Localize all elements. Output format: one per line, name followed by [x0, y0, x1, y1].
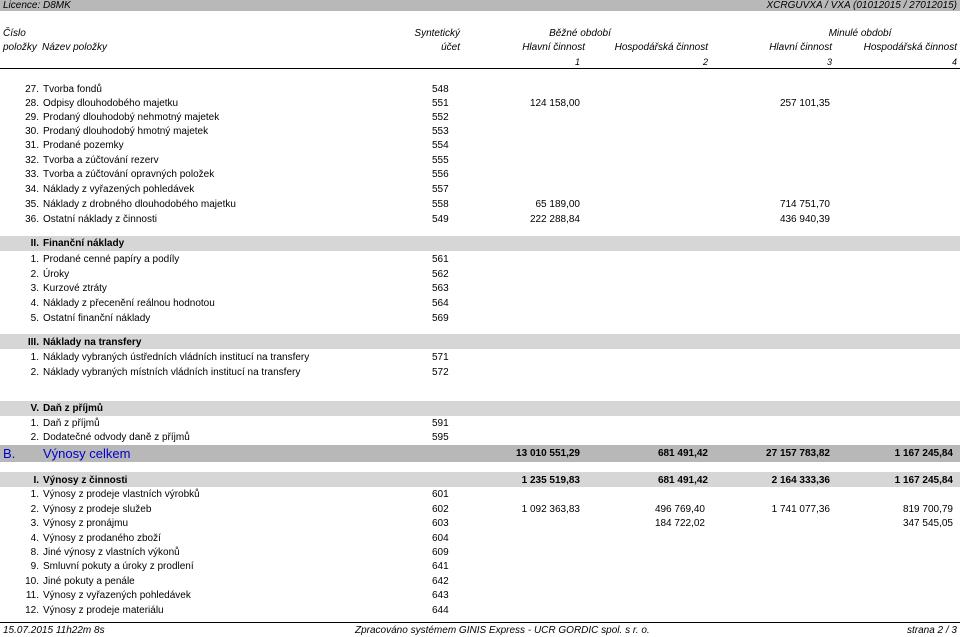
- row-account: 558: [432, 199, 449, 210]
- col-polozky: položky: [3, 42, 37, 53]
- row-account: 569: [432, 313, 449, 324]
- row-account: 571: [432, 352, 449, 363]
- section-iii-num: III.: [27, 337, 39, 348]
- section-i-value-2: 681 491,42: [657, 475, 708, 486]
- row-name: Náklady z vyřazených pohledávek: [43, 184, 195, 195]
- row-value-1: 124 158,00: [529, 98, 580, 109]
- row-name: Odpisy dlouhodobého majetku: [43, 98, 179, 109]
- row-value-2: 184 722,02: [654, 518, 705, 529]
- row-name: Náklady vybraných místních vládních institucí na transfery: [43, 367, 301, 378]
- row-account: 556: [432, 169, 449, 180]
- section-i-value-4: 1 167 245,84: [894, 475, 953, 486]
- row-num: 1.: [30, 418, 39, 429]
- row-account: 641: [432, 561, 449, 572]
- row-account: 642: [432, 576, 449, 587]
- row-account: 604: [432, 533, 449, 544]
- report-id: XCRGUVXA / VXA (01012015 / 27012015): [766, 0, 957, 11]
- row-num: 34.: [25, 184, 39, 195]
- row-num: 9.: [30, 561, 39, 572]
- section-b-value-2: 681 491,42: [657, 448, 708, 459]
- row-name: Výnosy z prodaného zboží: [43, 533, 161, 544]
- row-name: Tvorba fondů: [43, 84, 102, 95]
- row-num: 2.: [30, 504, 39, 515]
- section-i-value-3: 2 164 333,36: [771, 475, 830, 486]
- col-cislo: Číslo: [3, 28, 26, 39]
- row-name: Jiné pokuty a penále: [43, 576, 135, 587]
- row-name: Výnosy z prodeje materiálu: [43, 605, 164, 616]
- row-name: Náklady z drobného dlouhodobého majetku: [43, 199, 236, 210]
- row-num: 4.: [30, 533, 39, 544]
- section-b-value-3: 27 157 783,82: [766, 448, 830, 459]
- section-ii-band: [0, 236, 960, 251]
- row-num: 35.: [25, 199, 39, 210]
- row-name: Prodané pozemky: [43, 140, 124, 151]
- row-account: 643: [432, 590, 449, 601]
- footer-datetime: 15.07.2015 11h22m 8s: [3, 625, 105, 636]
- section-b-value-4: 1 167 245,84: [894, 448, 953, 459]
- section-v-band: [0, 401, 960, 416]
- row-num: 10.: [25, 576, 39, 587]
- row-name: Prodaný dlouhodobý nehmotný majetek: [43, 112, 220, 123]
- footer-page: strana 2 / 3: [906, 625, 957, 636]
- row-account: 591: [432, 418, 449, 429]
- minule-obdobi: Minulé období: [828, 28, 892, 39]
- row-num: 1.: [30, 254, 39, 265]
- row-num: 3.: [30, 283, 39, 294]
- section-b-title: Výnosy celkem: [43, 446, 131, 461]
- row-account: 551: [432, 98, 449, 109]
- row-value-1: 1 092 363,83: [521, 504, 580, 515]
- row-value-4: 819 700,79: [902, 504, 953, 515]
- row-name: Výnosy z prodeje služeb: [43, 504, 152, 515]
- row-num: 36.: [25, 214, 39, 225]
- row-account: 562: [432, 269, 449, 280]
- row-num: 12.: [25, 605, 39, 616]
- row-name: Prodané cenné papíry a podíly: [43, 254, 180, 265]
- row-num: 3.: [30, 518, 39, 529]
- row-account: 602: [432, 504, 449, 515]
- section-b-num: B.: [3, 446, 16, 461]
- row-account: 563: [432, 283, 449, 294]
- row-account: 555: [432, 155, 449, 166]
- row-name: Daň z příjmů: [43, 418, 100, 429]
- section-i-num: I.: [33, 475, 39, 486]
- footer-processed-by: Zpracováno systémem GINIS Express - UCR GORDIC spol. s r. o.: [355, 625, 650, 636]
- row-num: 27.: [25, 84, 39, 95]
- row-num: 33.: [25, 169, 39, 180]
- row-name: Smluvní pokuty a úroky z prodlení: [43, 561, 194, 572]
- section-ii-title: Finanční náklady: [43, 238, 125, 249]
- row-account: 561: [432, 254, 449, 265]
- row-account: 549: [432, 214, 449, 225]
- section-v-num: V.: [30, 403, 39, 414]
- row-name: Ostatní náklady z činnosti: [43, 214, 157, 225]
- row-num: 29.: [25, 112, 39, 123]
- hospodarska-cinnost-4: Hospodářská činnost: [863, 42, 957, 53]
- row-name: Náklady z přecenění reálnou hodnotou: [43, 298, 215, 309]
- row-name: Prodaný dlouhodobý hmotný majetek: [43, 126, 209, 137]
- row-name: Jiné výnosy z vlastních výkonů: [43, 547, 180, 558]
- row-value-1: 222 288,84: [529, 214, 580, 225]
- hlavni-cinnost-3: Hlavní činnost: [769, 42, 832, 53]
- row-num: 2.: [30, 269, 39, 280]
- row-value-3: 436 940,39: [779, 214, 830, 225]
- row-name: Tvorba a zúčtování rezerv: [43, 155, 159, 166]
- row-value-3: 714 751,70: [779, 199, 830, 210]
- row-value-2: 496 769,40: [654, 504, 705, 515]
- footer-divider: [0, 622, 960, 623]
- row-num: 8.: [30, 547, 39, 558]
- row-num: 4.: [30, 298, 39, 309]
- row-name: Výnosy z prodeje vlastních výrobků: [43, 489, 200, 500]
- hlavni-cinnost-1: Hlavní činnost: [522, 42, 585, 53]
- section-i-value-1: 1 235 519,83: [521, 475, 580, 486]
- row-account: 552: [432, 112, 449, 123]
- row-name: Výnosy z pronájmu: [43, 518, 129, 529]
- col-num-4: 4: [951, 57, 957, 67]
- row-account: 572: [432, 367, 449, 378]
- row-name: Náklady vybraných ústředních vládních institucí na transfery: [43, 352, 310, 363]
- row-account: 595: [432, 432, 449, 443]
- row-account: 603: [432, 518, 449, 529]
- col-num-3: 3: [826, 57, 832, 67]
- licence-label: Licence: D8MK: [3, 0, 71, 11]
- section-v-title: Daň z příjmů: [43, 403, 104, 414]
- row-num: 31.: [25, 140, 39, 151]
- section-iii-title: Náklady na transfery: [43, 337, 142, 348]
- section-i-title: Výnosy z činnosti: [43, 475, 128, 486]
- row-name: Ostatní finanční náklady: [43, 313, 151, 324]
- row-name: Úroky: [43, 269, 70, 280]
- section-b-value-1: 13 010 551,29: [516, 448, 580, 459]
- row-name: Dodatečné odvody daně z příjmů: [43, 432, 190, 443]
- row-account: 564: [432, 298, 449, 309]
- row-num: 1.: [30, 352, 39, 363]
- hospodarska-cinnost-2: Hospodářská činnost: [614, 42, 708, 53]
- row-name: Výnosy z vyřazených pohledávek: [43, 590, 191, 601]
- row-value-3: 1 741 077,36: [771, 504, 830, 515]
- col-synteticky: Syntetický: [414, 28, 460, 39]
- row-num: 2.: [30, 367, 39, 378]
- row-account: 609: [432, 547, 449, 558]
- row-account: 548: [432, 84, 449, 95]
- row-value-1: 65 189,00: [535, 199, 580, 210]
- row-num: 5.: [30, 313, 39, 324]
- row-num: 11.: [25, 590, 39, 601]
- bezne-obdobi: Běžné období: [549, 28, 611, 39]
- row-account: 553: [432, 126, 449, 137]
- row-num: 30.: [25, 126, 39, 137]
- row-name: Tvorba a zúčtování opravných položek: [43, 169, 215, 180]
- col-ucet: účet: [441, 42, 460, 53]
- col-nazev: Název položky: [42, 42, 108, 53]
- row-account: 601: [432, 489, 449, 500]
- col-num-2: 2: [702, 57, 708, 67]
- row-name: Kurzové ztráty: [43, 283, 107, 294]
- row-value-3: 257 101,35: [779, 98, 830, 109]
- row-account: 554: [432, 140, 449, 151]
- section-iii-band: [0, 334, 960, 349]
- header-divider: [0, 68, 960, 69]
- row-num: 1.: [30, 489, 39, 500]
- section-ii-num: II.: [30, 238, 39, 249]
- row-num: 32.: [25, 155, 39, 166]
- row-num: 2.: [30, 432, 39, 443]
- row-value-4: 347 545,05: [902, 518, 953, 529]
- row-account: 557: [432, 184, 449, 195]
- col-num-1: 1: [574, 57, 580, 67]
- row-num: 28.: [25, 98, 39, 109]
- row-account: 644: [432, 605, 449, 616]
